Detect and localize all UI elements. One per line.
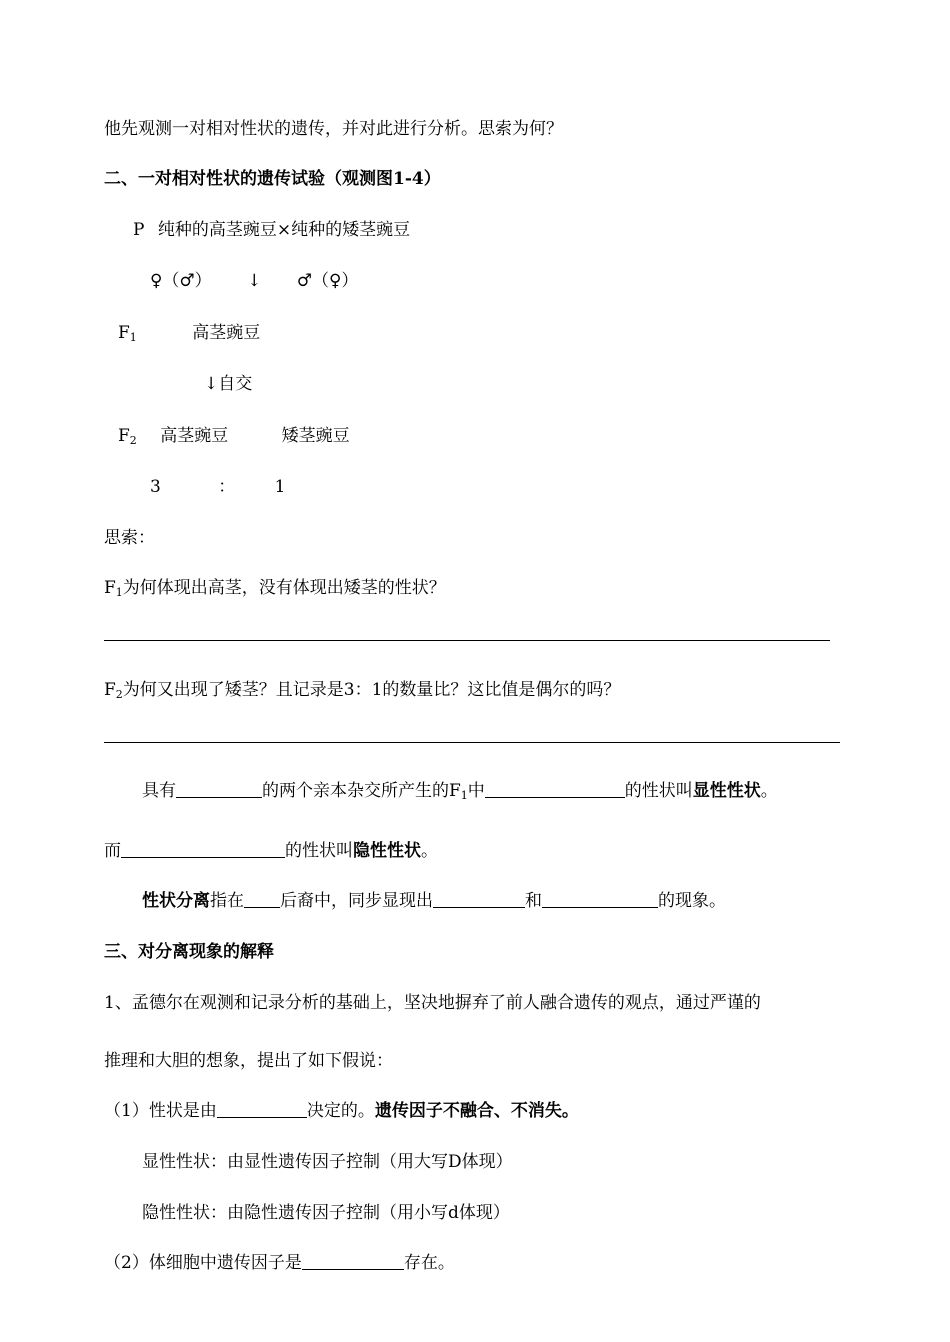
ratio-right: 1 [274, 477, 286, 497]
think-label: 思索： [104, 528, 155, 548]
blank-segregation-2[interactable] [433, 891, 525, 908]
intro-paragraph: 他先观测一对相对性状的遗传，并对此进行分析。思索为何？ [104, 119, 563, 139]
p-label: P [133, 220, 145, 240]
section-2-heading: 二、一对相对性状的遗传试验（观测图1-4） [104, 169, 441, 189]
selfing-arrow: ↓ [204, 374, 219, 394]
sex-symbols-line [150, 270, 358, 292]
f2-label: $F_2$ [118, 426, 137, 447]
dominant-control-line: 显性性状：由显性遗传因子控制（用大写D体现） [142, 1152, 513, 1172]
f2-short-text: 矮茎豌豆 [281, 426, 350, 446]
p-generation-line [133, 219, 410, 241]
male-female-symbols: ♂（♀） [296, 271, 359, 291]
selfing-label: 自交 [218, 374, 253, 394]
hypothesis-2: （2）体细胞中遗传因子是 存在。 [104, 1253, 455, 1273]
answer-line-2[interactable] [104, 742, 840, 743]
p-cross-text: 纯种的高茎豌豆×纯种的矮茎豌豆 [157, 220, 411, 240]
blank-dominant-2[interactable] [485, 781, 625, 798]
f2-generation-line [118, 425, 350, 452]
f1-label: $F_1$ [118, 323, 137, 344]
down-arrow: ↓ [247, 271, 262, 291]
question-2: $F_2$为何又出现了矮茎？且记录是3：1的数量比？这比值是偶尔的吗？ [104, 680, 621, 701]
female-male-symbols: ♀（♂） [150, 271, 212, 291]
blank-hypothesis-1[interactable] [217, 1101, 307, 1118]
section-3-heading: 三、对分离现象的解释 [104, 942, 274, 962]
ratio-line [150, 476, 285, 498]
f1-generation-line [118, 322, 260, 349]
segregation-definition: 性状分离指在 后裔中，同步显现出 和 的现象。 [142, 891, 726, 911]
dominant-definition: 具有 的两个亲本杂交所产生的$F_1$中 的性状叫显性性状。 [142, 781, 778, 802]
recessive-control-line: 隐性性状：由隐性遗传因子控制（用小写d体现） [142, 1203, 510, 1223]
paragraph-1-line-2: 推理和大胆的想象，提出了如下假说： [104, 1051, 393, 1071]
ratio-colon: ： [218, 477, 236, 497]
blank-recessive[interactable] [121, 841, 285, 858]
answer-line-1[interactable] [104, 640, 830, 641]
blank-segregation-1[interactable] [244, 891, 280, 908]
blank-dominant-1[interactable] [176, 781, 262, 798]
f1-offspring-text: 高茎豌豆 [192, 323, 261, 343]
recessive-definition: 而 的性状叫隐性性状。 [104, 841, 438, 861]
selfing-line [204, 373, 252, 395]
blank-hypothesis-2[interactable] [302, 1253, 404, 1270]
hypothesis-1: （1）性状是由 决定的。遗传因子不融合、不消失。 [104, 1101, 579, 1121]
f2-tall-text: 高茎豌豆 [160, 426, 229, 446]
paragraph-1-line-1: 1、孟德尔在观测和记录分析的基础上，坚决地摒弃了前人融合遗传的观点，通过严谨的 [104, 993, 761, 1013]
blank-segregation-3[interactable] [542, 891, 658, 908]
ratio-left: 3 [150, 477, 161, 497]
question-1: $F_1$为何体现出高茎，没有体现出矮茎的性状？ [104, 578, 446, 599]
